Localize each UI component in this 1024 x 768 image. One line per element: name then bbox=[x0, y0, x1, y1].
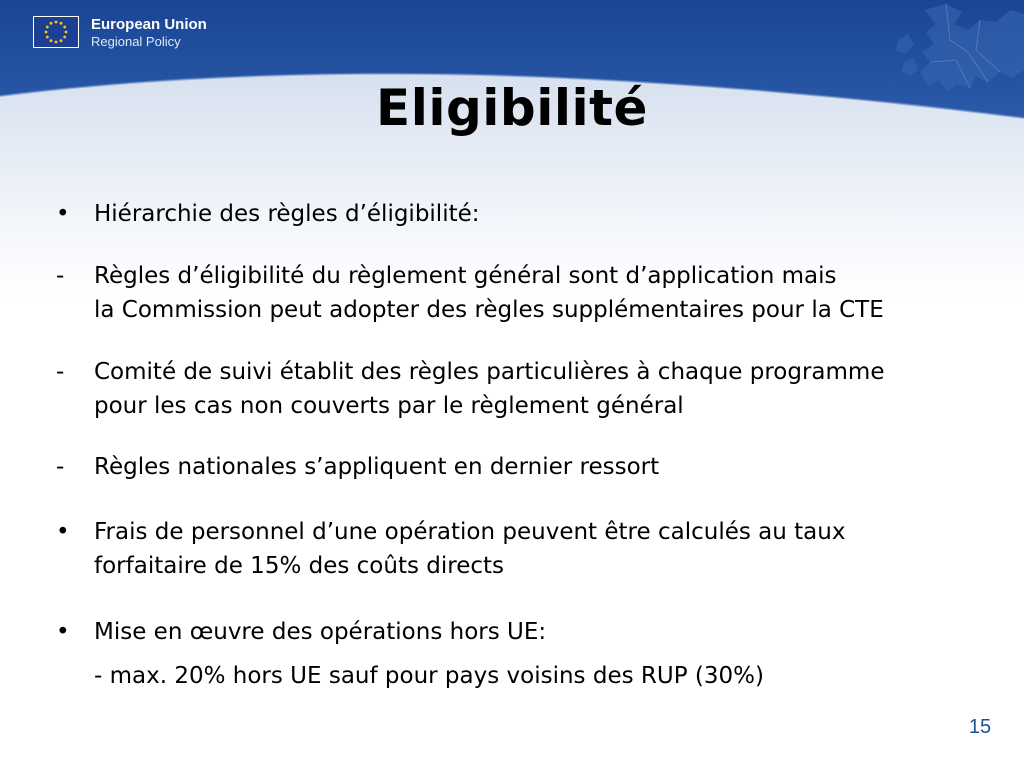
list-item-line: forfaitaire de 15% des coûts directs bbox=[94, 553, 505, 579]
dash-marker: - bbox=[56, 359, 65, 385]
bullet-marker: • bbox=[56, 619, 70, 645]
list-item-line: Règles d’éligibilité du règlement général sont d’application mais bbox=[94, 263, 837, 289]
bullet-marker: • bbox=[56, 201, 70, 227]
list-item-text bbox=[94, 355, 994, 423]
dash-marker: - bbox=[56, 263, 65, 289]
slide-title: Eligibilité bbox=[376, 79, 648, 137]
page-number: 15 bbox=[968, 716, 992, 738]
list-item-line: pour les cas non couverts par le règlement général bbox=[94, 393, 684, 419]
organization-name: European Union bbox=[91, 16, 207, 33]
list-item-text bbox=[94, 515, 994, 583]
list-item-text bbox=[94, 659, 994, 693]
dash-marker: - bbox=[56, 454, 65, 480]
list-item-text bbox=[94, 259, 994, 327]
list-item-line: Hiérarchie des règles d’éligibilité: bbox=[94, 201, 480, 227]
list-item-line: Frais de personnel d’une opération peuvent être calculés au taux bbox=[94, 519, 846, 545]
list-item-text bbox=[94, 197, 994, 231]
bullet-marker: • bbox=[56, 519, 70, 545]
list-item-line: - max. 20% hors UE sauf pour pays voisins des RUP (30%) bbox=[94, 663, 764, 689]
list-item-line: Comité de suivi établit des règles particulières à chaque programme bbox=[94, 359, 885, 385]
list-item-line: la Commission peut adopter des règles supplémentaires pour la CTE bbox=[94, 297, 884, 323]
organization-subname: Regional Policy bbox=[91, 34, 181, 49]
list-item-line: Règles nationales s’appliquent en dernier ressort bbox=[94, 454, 660, 480]
list-item-line: Mise en œuvre des opérations hors UE: bbox=[94, 619, 547, 645]
list-item-text bbox=[94, 450, 994, 484]
list-item-text bbox=[94, 615, 994, 649]
